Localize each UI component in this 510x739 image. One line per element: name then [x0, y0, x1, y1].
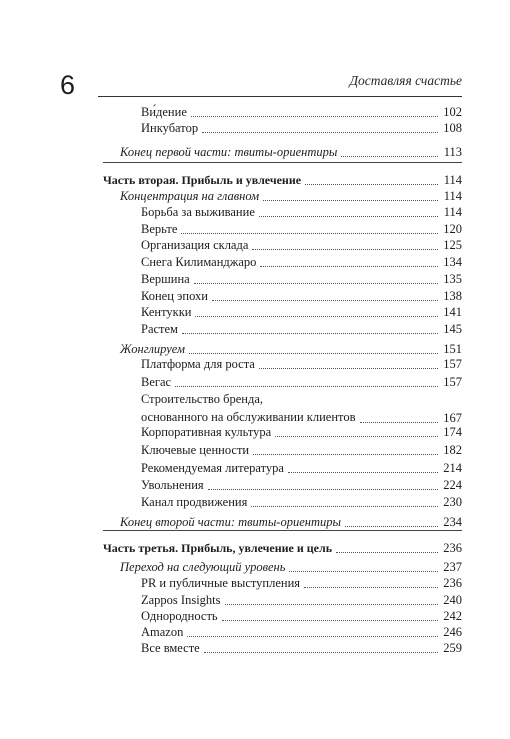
toc-section-entry: [141, 304, 462, 320]
header-rule: [98, 96, 462, 97]
dot-leader: [263, 200, 438, 201]
toc-entry-label: Снега Килиманджаро: [141, 255, 257, 269]
toc-entry-page: 174: [443, 425, 462, 439]
toc-chapter-entry: [120, 514, 462, 530]
dot-leader: [181, 233, 438, 234]
toc-entry-page: 237: [443, 560, 462, 574]
toc-entry-page: 167: [443, 411, 462, 425]
page-number: 6: [60, 70, 76, 100]
dot-leader: [225, 604, 438, 605]
toc-entry-page: 138: [443, 289, 462, 303]
toc-section-entry: [141, 356, 462, 372]
toc-entry-label: Инкубатор: [141, 121, 199, 135]
dot-leader: [251, 506, 438, 507]
toc-entry-label: Конец эпохи: [141, 289, 208, 303]
toc-chapter-entry: [120, 341, 462, 357]
toc-entry-page: 236: [443, 576, 462, 590]
toc-section-entry: [141, 254, 462, 270]
toc-entry-page: 242: [443, 609, 462, 623]
toc-section-entry: [141, 237, 462, 253]
toc-entry-page: 102: [443, 105, 462, 119]
toc-section-entry: [141, 460, 462, 476]
toc-entry-page: 234: [443, 515, 462, 529]
toc-entry-label: Платформа для роста: [141, 357, 255, 371]
dot-leader: [275, 436, 438, 437]
toc-entry-label: [141, 390, 356, 426]
toc-part-entry: [103, 172, 462, 188]
toc-chapter-entry: [120, 188, 462, 204]
toc-section-entry: [141, 204, 462, 220]
dot-leader: [304, 587, 438, 588]
dot-leader: [345, 526, 438, 527]
toc-entry-page: 157: [443, 357, 462, 371]
dot-leader: [194, 283, 438, 284]
toc-section-entry: [141, 321, 462, 337]
dot-leader: [336, 552, 438, 553]
toc-entry-label: Вершина: [141, 272, 190, 286]
dot-leader: [253, 454, 438, 455]
toc-entry-label: Однородность: [141, 609, 218, 623]
toc-entry-page: 230: [443, 495, 462, 509]
toc-chapter-entry: [120, 559, 462, 575]
toc-entry-page: 108: [443, 121, 462, 135]
toc-entry-page: 145: [443, 322, 462, 336]
toc-entry-page: 224: [443, 478, 462, 492]
toc-section-entry: [141, 592, 462, 608]
dot-leader: [189, 353, 438, 354]
toc-entry-page: 157: [443, 375, 462, 389]
toc-entry-label: Верьте: [141, 222, 178, 236]
toc-part-entry: [103, 540, 462, 556]
toc-entry-label: Часть вторая. Прибыль и увлечение: [103, 173, 302, 187]
toc-entry-label: Конец второй части: твиты-ориентиры: [120, 515, 341, 529]
toc-entry-label: Рекомендуемая литература: [141, 461, 284, 475]
toc-section-entry: [141, 424, 462, 440]
dot-leader: [260, 266, 438, 267]
toc-entry-label: Zappos Insights: [141, 593, 221, 607]
dot-leader: [305, 184, 438, 185]
section-divider: [103, 162, 462, 163]
dot-leader: [202, 132, 438, 133]
toc-entry-page: 151: [443, 342, 462, 356]
toc-entry-label: Корпоративная культура: [141, 425, 272, 439]
toc-entry-page: 141: [443, 305, 462, 319]
dot-leader: [187, 636, 438, 637]
dot-leader: [289, 571, 438, 572]
toc-entry-label: Переход на следующий уровень: [120, 560, 286, 574]
toc-section-entry: [141, 288, 462, 304]
dot-leader: [208, 489, 438, 490]
toc-entry-page: 259: [443, 641, 462, 655]
dot-leader: [259, 368, 438, 369]
toc-section-entry: [141, 120, 462, 136]
toc-chapter-entry: [120, 144, 462, 160]
dot-leader: [182, 333, 438, 334]
toc-section-entry: [141, 494, 462, 510]
toc-entry-label: Концентрация на главном: [120, 189, 260, 203]
toc-entry-label: Ви́дение: [141, 105, 187, 119]
toc-entry-label: Кентукки: [141, 305, 192, 319]
dot-leader: [212, 300, 438, 301]
section-divider: [103, 530, 462, 531]
toc-section-entry: [141, 640, 462, 656]
toc-section-entry: [141, 104, 462, 120]
toc-section-entry: [141, 390, 462, 426]
dot-leader: [360, 422, 439, 423]
toc-section-entry: [141, 608, 462, 624]
dot-leader: [204, 652, 438, 653]
toc-entry-label: Канал продвижения: [141, 495, 248, 509]
dot-leader: [195, 316, 438, 317]
toc-entry-page: 182: [443, 443, 462, 457]
toc-section-entry: [141, 624, 462, 640]
toc-section-entry: [141, 575, 462, 591]
dot-leader: [175, 386, 438, 387]
toc-section-entry: [141, 221, 462, 237]
toc-entry-page: 114: [443, 189, 462, 203]
toc-section-entry: [141, 374, 462, 390]
toc-entry-label: Жонглируем: [120, 342, 185, 356]
toc-entry-label: Вегас: [141, 375, 172, 389]
toc-entry-label: Организация склада: [141, 238, 249, 252]
toc-entry-page: 214: [443, 461, 462, 475]
toc-entry-label: Amazon: [141, 625, 184, 639]
toc-entry-page: 134: [443, 255, 462, 269]
toc-entry-label: PR и публичные выступления: [141, 576, 301, 590]
toc-entry-page: 246: [443, 625, 462, 639]
toc-section-entry: [141, 477, 462, 493]
toc-entry-label: Конец первой части: твиты-ориентиры: [120, 145, 338, 159]
toc-entry-page: 125: [443, 238, 462, 252]
toc-entry-label: Часть третья. Прибыль, увлечение и цель: [103, 541, 333, 555]
dot-leader: [191, 116, 438, 117]
running-head-title: Доставляя счастье: [349, 73, 462, 88]
toc-entry-label-line: Строительство бренда,: [141, 392, 264, 406]
toc-entry-label-line: основанного на обслуживании клиентов: [141, 410, 356, 424]
toc-entry-page: 114: [443, 173, 462, 187]
toc-entry-page: 236: [443, 541, 462, 555]
dot-leader: [252, 249, 438, 250]
dot-leader: [341, 156, 438, 157]
toc-section-entry: [141, 442, 462, 458]
toc-entry-label: Все вместе: [141, 641, 200, 655]
toc-entry-page: 135: [443, 272, 462, 286]
toc-entry-label: Борьба за выживание: [141, 205, 255, 219]
dot-leader: [259, 216, 438, 217]
toc-section-entry: [141, 271, 462, 287]
dot-leader: [288, 472, 438, 473]
toc-entry-page: 120: [443, 222, 462, 236]
toc-entry-label: Ключевые ценности: [141, 443, 250, 457]
toc-entry-page: 113: [443, 145, 462, 159]
toc-entry-page: 114: [443, 205, 462, 219]
toc-entry-label: Увольнения: [141, 478, 204, 492]
dot-leader: [222, 620, 438, 621]
toc-entry-label: Растем: [141, 322, 178, 336]
toc-entry-page: 240: [443, 593, 462, 607]
